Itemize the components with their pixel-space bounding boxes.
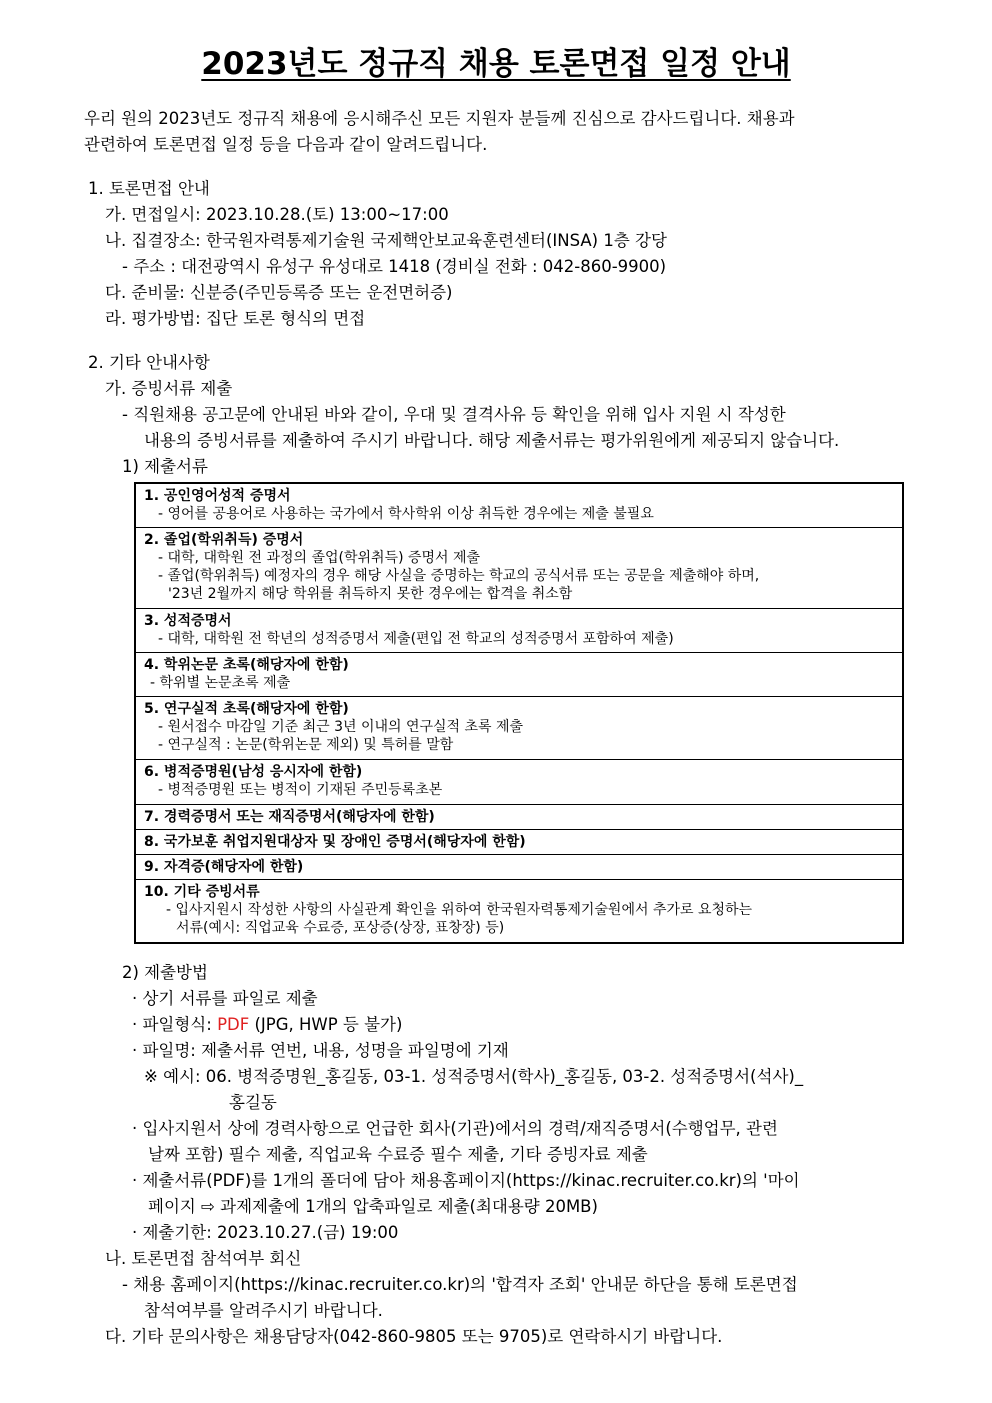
doc-row: 9. 자격증(해당자에 한함)	[136, 855, 902, 880]
pdf-format-label: PDF	[217, 1015, 250, 1034]
sub-a-heading: 가. 증빙서류 제출	[105, 379, 233, 398]
filename-example-2: 홍길동	[229, 1093, 277, 1112]
deadline: · 제출기한: 2023.10.27.(금) 19:00	[132, 1223, 399, 1242]
method-item-2: · 파일형식: PDF (JPG, HWP 등 불가)	[132, 1015, 403, 1034]
doc-row: 6. 병적증명원(남성 응시자에 한함) - 병적증명원 또는 병적이 기재된 주민등록초본	[136, 760, 902, 805]
method-item-6a: · 제출서류(PDF)를 1개의 폴더에 담아 채용홈페이지(https://kinac.recruiter.co.kr)의 '마이	[132, 1171, 800, 1190]
doc-row: 10. 기타 증빙서류 - 입사지원시 작성한 사항의 사실관계 확인을 위하여 한국원자력통제기술원에서 추가로 요청하는 서류(예시: 직업교육 수료증, 포상증(상장, 표창장) 등)	[144, 884, 753, 936]
method-item-6b: 페이지 ⇨ 과제제출에 1개의 압축파일로 제출(최대용량 20MB)	[148, 1197, 598, 1216]
items-to-bring: 다. 준비물: 신분증(주민등록증 또는 운전면허증)	[105, 283, 453, 302]
page-title: 2023년도 정규직 채용 토론면접 일정 안내	[201, 46, 791, 82]
doc-row: 2. 졸업(학위취득) 증명서 - 대학, 대학원 전 과정의 졸업(학위취득) 증명서 제출 - 졸업(학위취득) 예정자의 경우 해당 사실을 증명하는 학교의 공식서류 또는 공문을 제출해야 하며, '23년 2월까지 해당 학위를 취득하지 못한 경우에는 합격을 취소함	[136, 528, 902, 609]
interview-date: 가. 면접일시: 2023.10.28.(토) 13:00~17:00	[105, 205, 449, 224]
docs-desc-line-2: 내용의 증빙서류를 제출하여 주시기 바랍니다. 해당 제출서류는 평가위원에게 제공되지 않습니다.	[144, 431, 840, 450]
section-1-heading: 1. 토론면접 안내	[88, 179, 210, 198]
method-item-1: · 상기 서류를 파일로 제출	[132, 989, 318, 1008]
method-label: 2) 제출방법	[122, 963, 208, 982]
intro-line-2: 관련하여 토론면접 일정 등을 다음과 같이 알려드립니다.	[84, 135, 488, 154]
documents-table	[134, 482, 904, 944]
address: - 주소 : 대전광역시 유성구 유성대로 1418 (경비실 전화 : 042-860-9900)	[122, 257, 667, 276]
contact-info: 다. 기타 문의사항은 채용담당자(042-860-9805 또는 9705)로 연락하시기 바랍니다.	[105, 1327, 723, 1346]
sub-b-heading: 나. 토론면접 참석여부 회신	[105, 1249, 302, 1268]
meeting-place: 나. 집결장소: 한국원자력통제기술원 국제핵안보교육훈련센터(INSA) 1층 강당	[105, 231, 667, 250]
docs-label: 1) 제출서류	[122, 457, 208, 476]
method-item-5a: · 입사지원서 상에 경력사항으로 언급한 회사(기관)에서의 경력/재직증명서(수행업무, 관련	[132, 1119, 778, 1138]
doc-row: 5. 연구실적 초록(해당자에 한함) - 원서접수 마감일 기준 최근 3년 이내의 연구실적 초록 제출 - 연구실적 : 논문(학위논문 제외) 및 특허를 말함	[136, 697, 902, 760]
doc-row: 8. 국가보훈 취업지원대상자 및 장애인 증명서(해당자에 한함)	[136, 830, 902, 855]
doc-row: 7. 경력증명서 또는 재직증명서(해당자에 한함)	[136, 805, 902, 830]
doc-row: 1. 공인영어성적 증명서 - 영어를 공용어로 사용하는 국가에서 학사학위 이상 취득한 경우에는 제출 불필요	[136, 484, 902, 528]
section-2-heading: 2. 기타 안내사항	[88, 353, 210, 372]
reply-line-2: 참석여부를 알려주시기 바랍니다.	[144, 1301, 383, 1320]
intro-line-1: 우리 원의 2023년도 정규직 채용에 응시해주신 모든 지원자 분들께 진심으로 감사드립니다. 채용과	[84, 109, 795, 128]
doc-row: 4. 학위논문 초록(해당자에 한함) - 학위별 논문초록 제출	[136, 653, 902, 697]
method-item-5b: 날짜 포함) 필수 제출, 직업교육 수료증 필수 제출, 기타 증빙자료 제출	[148, 1145, 648, 1164]
evaluation-method: 라. 평가방법: 집단 토론 형식의 면접	[105, 309, 366, 328]
filename-example-1: ※ 예시: 06. 병적증명원_홍길동, 03-1. 성적증명서(학사)_홍길동, 03-2. 성적증명서(석사)_	[144, 1067, 804, 1086]
reply-line-1: - 채용 홈페이지(https://kinac.recruiter.co.kr)의 '합격자 조회' 안내문 하단을 통해 토론면접	[122, 1275, 798, 1294]
docs-desc-line-1: - 직원채용 공고문에 안내된 바와 같이, 우대 및 결격사유 등 확인을 위해 입사 지원 시 작성한	[122, 405, 786, 424]
method-item-3: · 파일명: 제출서류 연번, 내용, 성명을 파일명에 기재	[132, 1041, 509, 1060]
doc-row: 3. 성적증명서 - 대학, 대학원 전 학년의 성적증명서 제출(편입 전 학교의 성적증명서 포함하여 제출)	[136, 609, 902, 653]
